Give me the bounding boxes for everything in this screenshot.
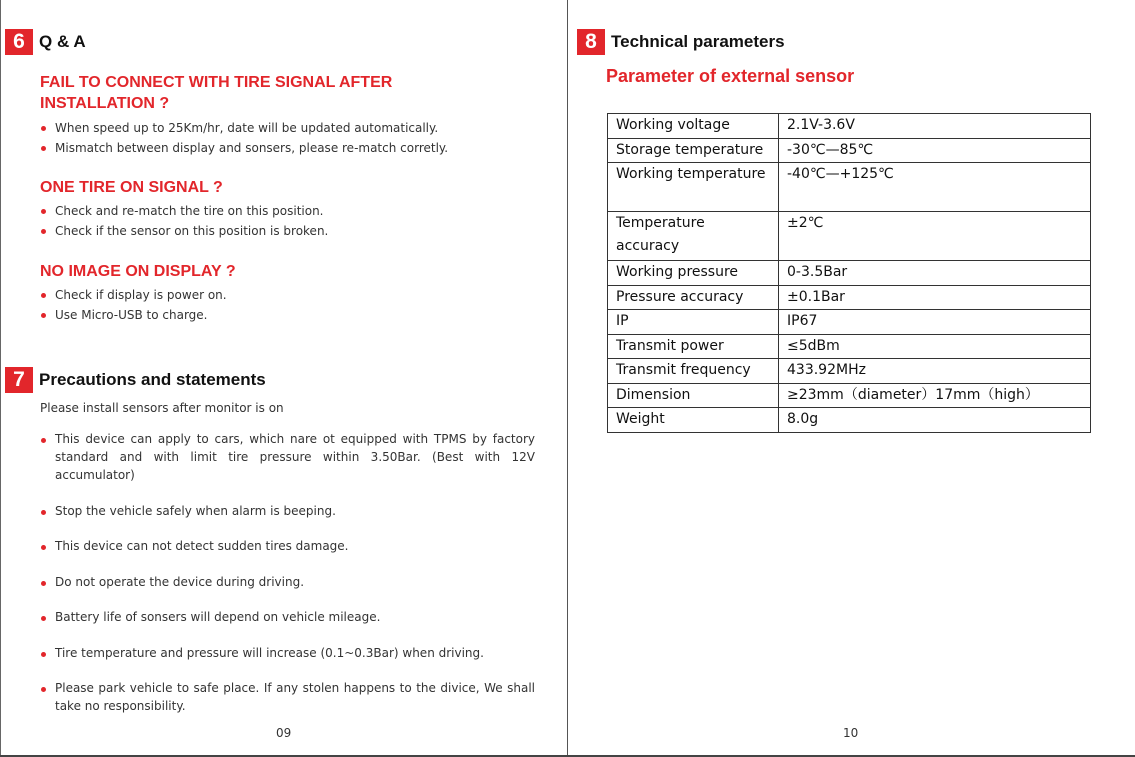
param-name: Transmit power — [608, 334, 779, 359]
param-value: 2.1V-3.6V — [779, 114, 1091, 139]
section-6-header — [5, 29, 86, 55]
section-number-badge: 7 — [5, 367, 33, 393]
subsection-title: Parameter of external sensor — [606, 66, 855, 86]
table-row — [608, 138, 1091, 163]
param-name: Working pressure — [608, 261, 779, 286]
param-name: Working voltage — [608, 114, 779, 139]
table-row — [608, 212, 1091, 261]
param-name: Working temperature — [608, 163, 779, 212]
section-8-header — [577, 29, 785, 55]
param-value: 433.92MHz — [779, 359, 1091, 384]
table-row — [608, 310, 1091, 335]
answer-list — [40, 285, 227, 325]
param-value: 8.0g — [779, 408, 1091, 433]
answer-list — [40, 201, 328, 241]
page-divider — [567, 0, 568, 757]
page-edge — [0, 0, 1, 757]
table-row — [608, 359, 1091, 384]
precaution-item: Tire temperature and pressure will increase (0.1~0.3Bar) when driving. — [40, 644, 535, 662]
section-number-badge: 6 — [5, 29, 33, 55]
section-title: Precautions and statements — [39, 370, 266, 389]
parameters-table — [607, 113, 1091, 433]
table-row — [608, 383, 1091, 408]
param-value: ≥23mm（diameter）17mm（high） — [779, 383, 1091, 408]
answer-item: Use Micro-USB to charge. — [40, 305, 227, 325]
precaution-item: Battery life of sonsers will depend on vehicle mileage. — [40, 608, 535, 626]
param-name: Storage temperature — [608, 138, 779, 163]
answer-item: When speed up to 25Km/hr, date will be updated automatically. — [40, 118, 448, 138]
answer-item: Check and re-match the tire on this position. — [40, 201, 328, 221]
answer-item: Mismatch between display and sonsers, please re-match corretly. — [40, 138, 448, 158]
page-number: 09 — [276, 726, 292, 740]
page-number: 10 — [843, 726, 859, 740]
param-value: ±0.1Bar — [779, 285, 1091, 310]
section-number-badge: 8 — [577, 29, 605, 55]
table-row — [608, 408, 1091, 433]
param-value: -40℃—+125℃ — [779, 163, 1091, 212]
precaution-item: Please park vehicle to safe place. If any stolen happens to the divice, We shall take no responsibility. — [40, 679, 535, 715]
precaution-item: Do not operate the device during driving. — [40, 573, 535, 591]
param-name: Pressure accuracy — [608, 285, 779, 310]
param-value: 0-3.5Bar — [779, 261, 1091, 286]
table-row — [608, 334, 1091, 359]
param-value: ≤5dBm — [779, 334, 1091, 359]
table-row — [608, 163, 1091, 212]
precautions-list — [40, 430, 535, 733]
param-name: Dimension — [608, 383, 779, 408]
question-heading: FAIL TO CONNECT WITH TIRE SIGNAL AFTER INSTALLATION ? — [40, 74, 393, 112]
answer-item: Check if display is power on. — [40, 285, 227, 305]
param-name: Transmit frequency — [608, 359, 779, 384]
section-title: Q & A — [39, 32, 86, 51]
param-value: -30℃—85℃ — [779, 138, 1091, 163]
param-name: Weight — [608, 408, 779, 433]
table-row — [608, 285, 1091, 310]
param-value: IP67 — [779, 310, 1091, 335]
precaution-item: This device can apply to cars, which nare ot equipped with TPMS by factory standard and with limit tire pressure within 3.50Bar. (Best with 12V accumulator) — [40, 430, 535, 484]
table-row — [608, 114, 1091, 139]
param-name: IP — [608, 310, 779, 335]
question-heading: NO IMAGE ON DISPLAY ? — [40, 263, 236, 280]
param-name: Temperature accuracy — [608, 212, 779, 261]
precaution-item: This device can not detect sudden tires damage. — [40, 537, 535, 555]
answer-item: Check if the sensor on this position is broken. — [40, 221, 328, 241]
precaution-item: Stop the vehicle safely when alarm is beeping. — [40, 502, 535, 520]
param-value: ±2℃ — [779, 212, 1091, 261]
table-row — [608, 261, 1091, 286]
section-title: Technical parameters — [611, 32, 785, 51]
answer-list — [40, 118, 448, 158]
precautions-intro: Please install sensors after monitor is on — [40, 401, 284, 415]
section-7-header — [5, 367, 266, 393]
question-heading: ONE TIRE ON SIGNAL ? — [40, 179, 223, 196]
